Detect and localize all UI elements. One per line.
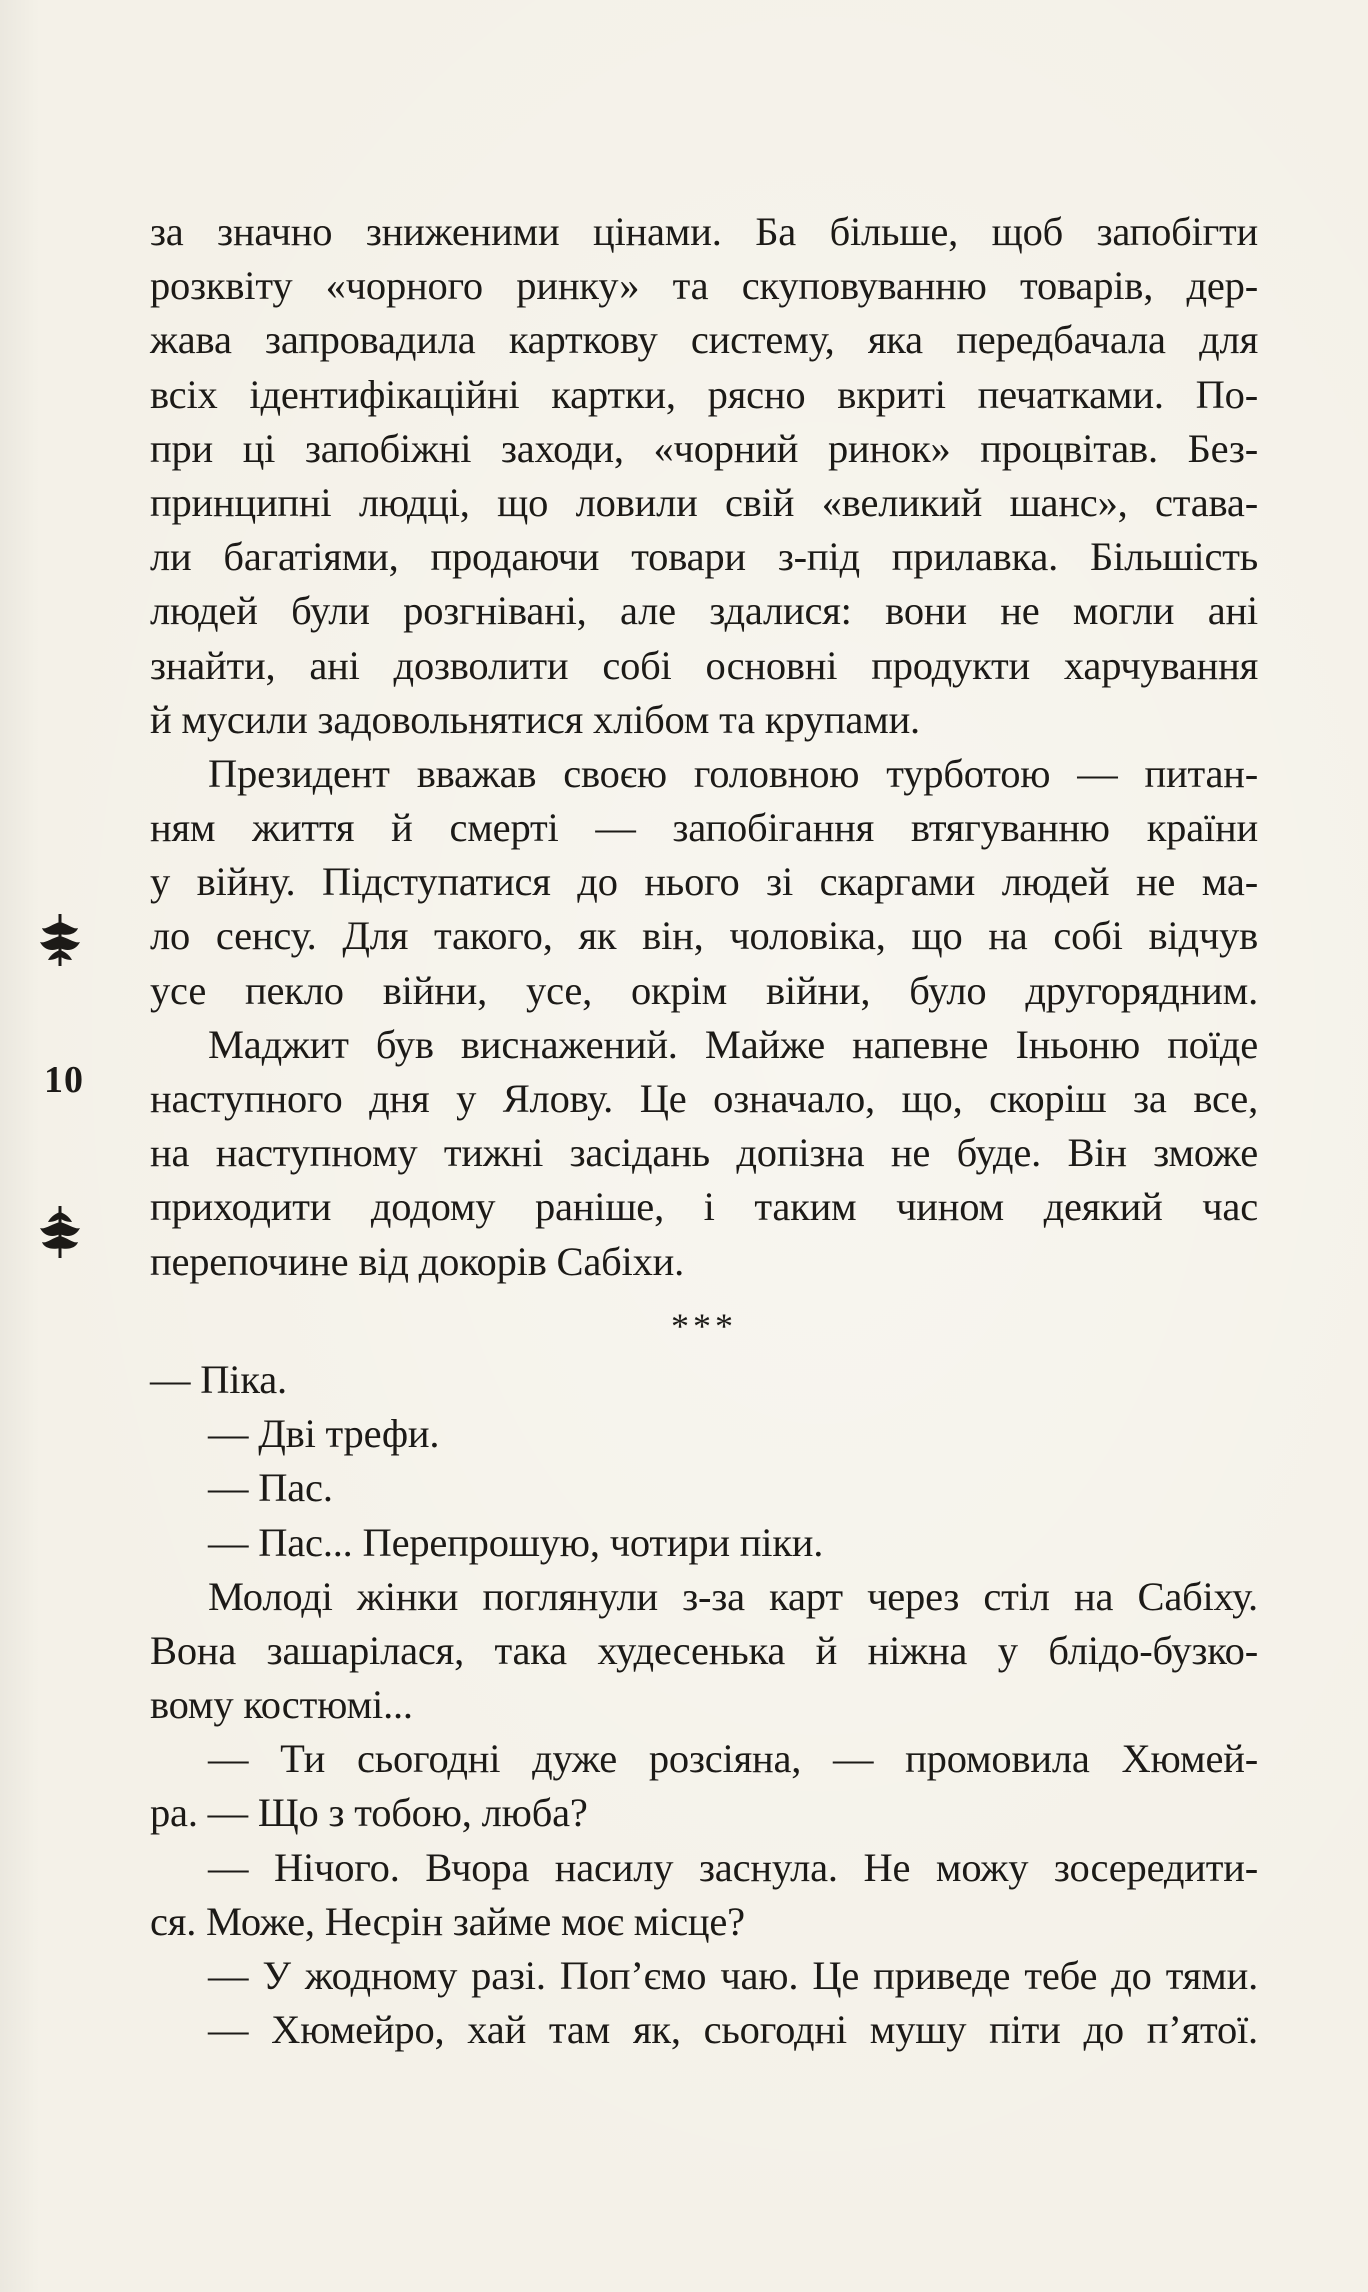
text-line: людей були розгнівані, але здалися: вони не могли ані xyxy=(150,588,1258,634)
dialogue-line: — Пас. xyxy=(208,1465,333,1511)
dialogue-line: — Хюмейро, хай там як, сьогодні мушу піти до п’ятої. xyxy=(208,2007,1258,2053)
text-line: й мусили задовольнятися хлібом та крупами. xyxy=(150,696,920,742)
dialogue-line: — У жодному разі. Поп’ємо чаю. Це приведе тебе до тями. xyxy=(208,1953,1258,1998)
text-line: Президент вважав своєю головною турботою — питан- xyxy=(208,750,1258,796)
fleuron-ornament-icon xyxy=(38,1204,82,1260)
spacer xyxy=(150,1289,1258,1299)
text-line: вому костюмі... xyxy=(150,1682,413,1728)
text-line: розквіту «чорного ринку» та скуповуванню товарів, дер- xyxy=(150,263,1258,309)
text-line: Вона зашарілася, така худесенька й ніжна у блідо-бузко- xyxy=(150,1627,1258,1673)
page-number: 10 xyxy=(44,1059,84,1101)
dialogue-line: — Дві трефи. xyxy=(208,1411,440,1457)
dialogue-line: ся. Може, Несрін займе моє місце? xyxy=(150,1898,745,1944)
main-text xyxy=(150,205,1258,2057)
paragraph-2 xyxy=(150,747,1258,1018)
text-line: усе пекло війни, усе, окрім війни, було другорядним. xyxy=(150,967,1258,1013)
text-line: при ці запобіжні заходи, «чорний ринок» процвітав. Без- xyxy=(150,425,1258,471)
paragraph-3 xyxy=(150,1018,1258,1289)
text-line: ням життя й смерті — запобігання втягуванню країни xyxy=(150,805,1258,851)
dialogue-line: — Піка. xyxy=(150,1356,287,1402)
text-line: принципні людці, що ловили свій «великий шанс», става- xyxy=(150,479,1258,525)
text-line: перепочине від докорів Сабіхи. xyxy=(150,1238,685,1284)
text-line: жава запровадила карткову систему, яка передбачала для xyxy=(150,317,1258,363)
fleuron-ornament-icon xyxy=(38,912,82,968)
text-line: Молоді жінки поглянули з-за карт через стіл на Сабіху. xyxy=(208,1573,1258,1619)
paragraph-1 xyxy=(150,205,1258,747)
text-line: всіх ідентифікаційні картки, рясно вкриті печатками. По- xyxy=(150,371,1258,417)
text-line: у війну. Підступатися до нього зі скаргами людей не ма- xyxy=(150,859,1258,905)
dialogue-line: — Пас... Перепрошую, чотири піки. xyxy=(208,1519,824,1565)
dialogue-line: — Нічого. Вчора насилу заснула. Не можу зосередити- xyxy=(208,1844,1258,1890)
text-line: Маджит був виснажений. Майже напевне Іньоню поїде xyxy=(208,1021,1258,1067)
text-line: знайти, ані дозволити собі основні продукти харчування xyxy=(150,642,1258,688)
text-line: ли багатіями, продаючи товари з-під прилавка. Більшість xyxy=(150,534,1258,580)
dialogue-line: ра. — Що з тобою, люба? xyxy=(150,1790,588,1836)
section-separator: *** xyxy=(671,1305,737,1346)
text-line: на наступному тижні засідань допізна не буде. Він зможе xyxy=(150,1130,1258,1176)
text-line: наступного дня у Ялову. Це означало, що, скоріш за все, xyxy=(150,1076,1258,1121)
text-line: приходити додому раніше, і таким чином деякий час xyxy=(150,1184,1258,1230)
text-line: за значно зниженими цінами. Ба більше, щоб запобігти xyxy=(150,209,1258,254)
dialogue xyxy=(150,1353,1258,2057)
dialogue-line: — Ти сьогодні дуже розсіяна, — промовила Хюмей- xyxy=(208,1736,1258,1782)
text-line: ло сенсу. Для такого, як він, чоловіка, що на собі відчув xyxy=(150,913,1258,959)
